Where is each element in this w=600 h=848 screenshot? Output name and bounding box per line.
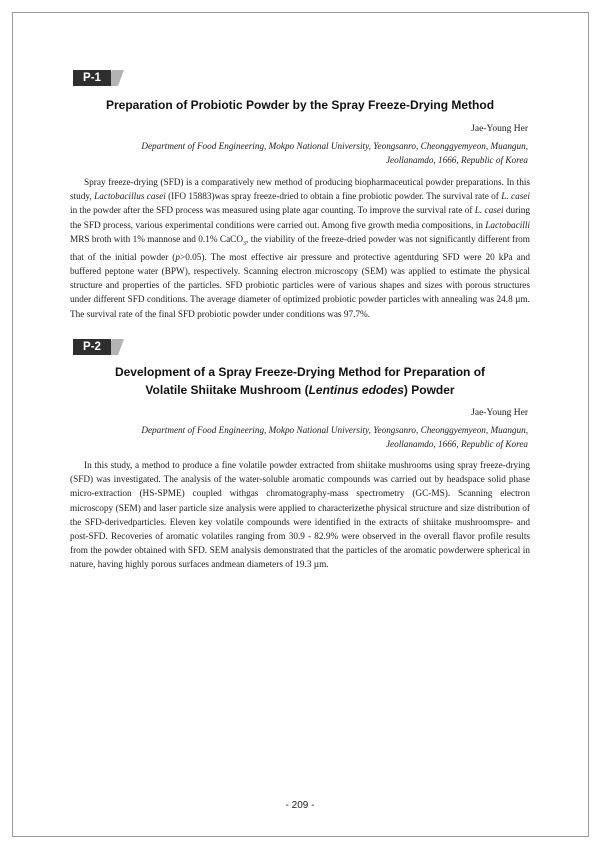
- p-value-symbol: p: [175, 252, 181, 263]
- abstract-badge-label: P-1: [83, 72, 101, 84]
- abstract-title: [70, 363, 530, 399]
- species-name: Lentinus edodes: [308, 383, 404, 397]
- page-number: - 209 -: [285, 800, 315, 811]
- abstract-title: [70, 96, 530, 114]
- affiliation-line: Department of Food Engineering, Mokpo National University, Yeongsanro, Cheonggyemyeon, Muangun,: [141, 425, 528, 435]
- species-name: L. casei: [501, 192, 530, 203]
- abstract-title-line: Development of a Spray Freeze-Drying Method for Preparation of: [114, 365, 486, 379]
- affiliation-line: Jeollanamdo, 1666, Republic of Korea: [385, 438, 528, 449]
- author-name: Jae-Young Her: [471, 124, 528, 134]
- species-name: Lactobacillus casei: [94, 192, 166, 203]
- abstract-body: Spray freeze-drying (SFD) is a comparatively new method of producing biopharmaceutical powder preparations. In this study, Lactobacillus casei (IFO 15883)was spray freeze-dried to obtain a fine probiotic powder. The survival rate of L. casei in the powder after the SFD process was measured using plate agar counting. To improve the survival rate of L. casei during the SFD process, various experimental conditions were carried out. Among five growth media compositions, in Lactobacilli MRS broth with 1% mannose and 0.1% CaCO$_3$, the viability of the freeze-dried powder was not significantly different from that of the initial powder (p>0.05). The most effective air pressure and protective agentduring SFD were 20 kPa and buffered peptone water (BPW), respectively. Scanning electron microscopy (SEM) was applied to estimate the physical structure and properties of the particles. SFD probiotic particles were of various shapes and sizes with porous structures under different SFD conditions. The average diameter of optimized probiotic powder particles with annealing was 24.8 µm. The survival rate of the final SFD probiotic powder under conditions was 97.7%.: [70, 178, 531, 320]
- author-affiliation: [88, 424, 528, 451]
- abstract-title-line: Preparation of Probiotic Powder by the Spray Freeze-Drying Method: [105, 98, 495, 112]
- affiliation-line: Department of Food Engineering, Mokpo National University, Yeongsanro, Cheonggyemyeon, Muangun,: [141, 141, 528, 151]
- abstract-body: In this study, a method to produce a fine volatile powder extracted from shiitake mushrooms using spray freeze-drying (SFD) was investigated. The analysis of the water-soluble aromatic compounds was carried out by headspace solid phase micro-extraction (HS-SPME) coupled withgas chromatography-mass spectrometry (GC-MS). Scanning electron microscopy (SEM) and laser particle size analysis were applied to characterizethe physical structure and size distribution of the SFD-derivedparticles. Eleven key volatile compounds were identified in the extracts of shiitake mushroomspre- and post-SFD. Recoveries of aromatic volatiles ranging from 30.9 - 82.9% were observed in the overall flavor profile results from the powder obtained with SFD. SEM analysis demonstrated that the particles of the aromatic powderwere spherical in nature, having highly porous surfaces andmean diameters of 19.3 µm.: [70, 461, 530, 571]
- author-affiliation: [88, 140, 528, 167]
- abstract-title-line: Volatile Shiitake Mushroom (Lentinus edodes) Powder: [145, 383, 455, 397]
- affiliation-line: Jeollanamdo, 1666, Republic of Korea: [385, 154, 528, 165]
- species-name: L. casei: [474, 206, 504, 217]
- abstract-badge-label: P-2: [83, 341, 101, 353]
- genus-name: Lactobacilli: [485, 220, 530, 231]
- author-name: Jae-Young Her: [471, 408, 528, 418]
